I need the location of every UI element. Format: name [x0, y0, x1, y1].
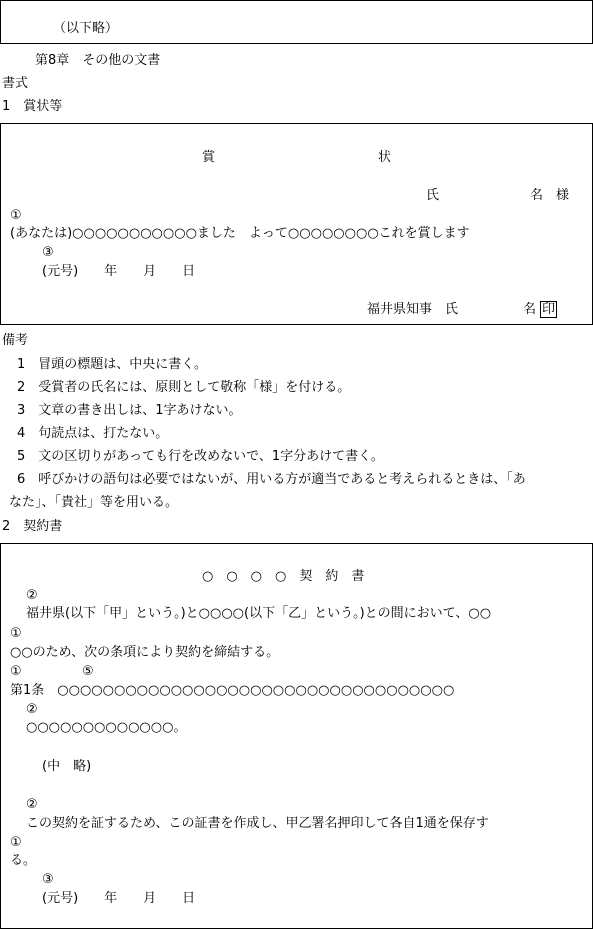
note-item: 1 冒頭の標題は、中央に書く。 — [17, 357, 208, 372]
contract-line-3: ○○○○○○○○○○○○○。 — [26, 720, 187, 735]
note-item: 2 受賞者の氏名には、原則として敬称「様」を付ける。 — [17, 380, 351, 395]
section-label: 書式 — [2, 76, 29, 91]
award-title-right: 状 — [378, 150, 392, 165]
marker-2: ② — [26, 797, 38, 812]
recipient-shi: 氏 — [426, 188, 440, 203]
item2-title: 2 契約書 — [2, 519, 63, 534]
award-date: (元号) 年 月 日 — [42, 264, 196, 279]
signer-text: 福井県知事 氏 名 — [367, 302, 537, 317]
contract-box — [0, 543, 593, 929]
award-title-left: 賞 — [202, 150, 216, 165]
note-item: 4 句読点は、打たない。 — [17, 426, 169, 441]
contract-line-4: この契約を証するため、この証書を作成し、甲乙署名押印して各自1通を保存す — [26, 816, 489, 831]
marker-1: ① — [10, 835, 22, 850]
marker-3: ③ — [42, 872, 54, 887]
award-box — [0, 123, 593, 325]
chapter-heading: 第8章 その他の文書 — [35, 53, 161, 68]
recipient-mei: 名 様 — [530, 188, 570, 203]
note-item: 3 文章の書き出しは、1字あけない。 — [17, 403, 242, 418]
marker-1: ① — [10, 664, 22, 679]
top-box — [0, 0, 593, 44]
contract-line-1: 福井県(以下「甲」という。)と○○○○(以下「乙」という。)との間において、○○ — [26, 606, 492, 621]
marker-1: ① — [10, 208, 22, 223]
seal-stamp: 印 — [542, 302, 556, 317]
note-item-continued: なた」、「貴社」等を用いる。 — [9, 495, 179, 510]
omitted-text: (中 略) — [42, 759, 92, 774]
item1-title: 1 賞状等 — [2, 99, 63, 114]
contract-title: ○ ○ ○ ○ 契 約 書 — [202, 569, 365, 584]
note-item: 6 呼びかけの語句は必要ではないが、用いる方が適当であると考えられるときは、「あ — [17, 472, 526, 487]
notes-heading: 備考 — [2, 333, 29, 348]
contract-date: (元号) 年 月 日 — [42, 891, 196, 906]
marker-2: ② — [26, 702, 38, 717]
article-1: 第1条 ○○○○○○○○○○○○○○○○○○○○○○○○○○○○○○○○○○○ — [10, 683, 455, 698]
contract-line-5: る。 — [10, 853, 37, 868]
omission-text: （以下略） — [53, 21, 119, 36]
contract-line-2: ○○のため、次の条項により契約を締結する。 — [10, 645, 280, 660]
award-body: (あなたは)○○○○○○○○○○○ました よって○○○○○○○○これを賞します — [10, 226, 470, 241]
marker-5: ⑤ — [82, 664, 94, 679]
note-item: 5 文の区切りがあっても行を改めないで、1字分あけて書く。 — [17, 449, 384, 464]
marker-3: ③ — [42, 245, 54, 260]
marker-1: ① — [10, 626, 22, 641]
marker-2: ② — [26, 588, 38, 603]
award-signer — [367, 302, 557, 318]
